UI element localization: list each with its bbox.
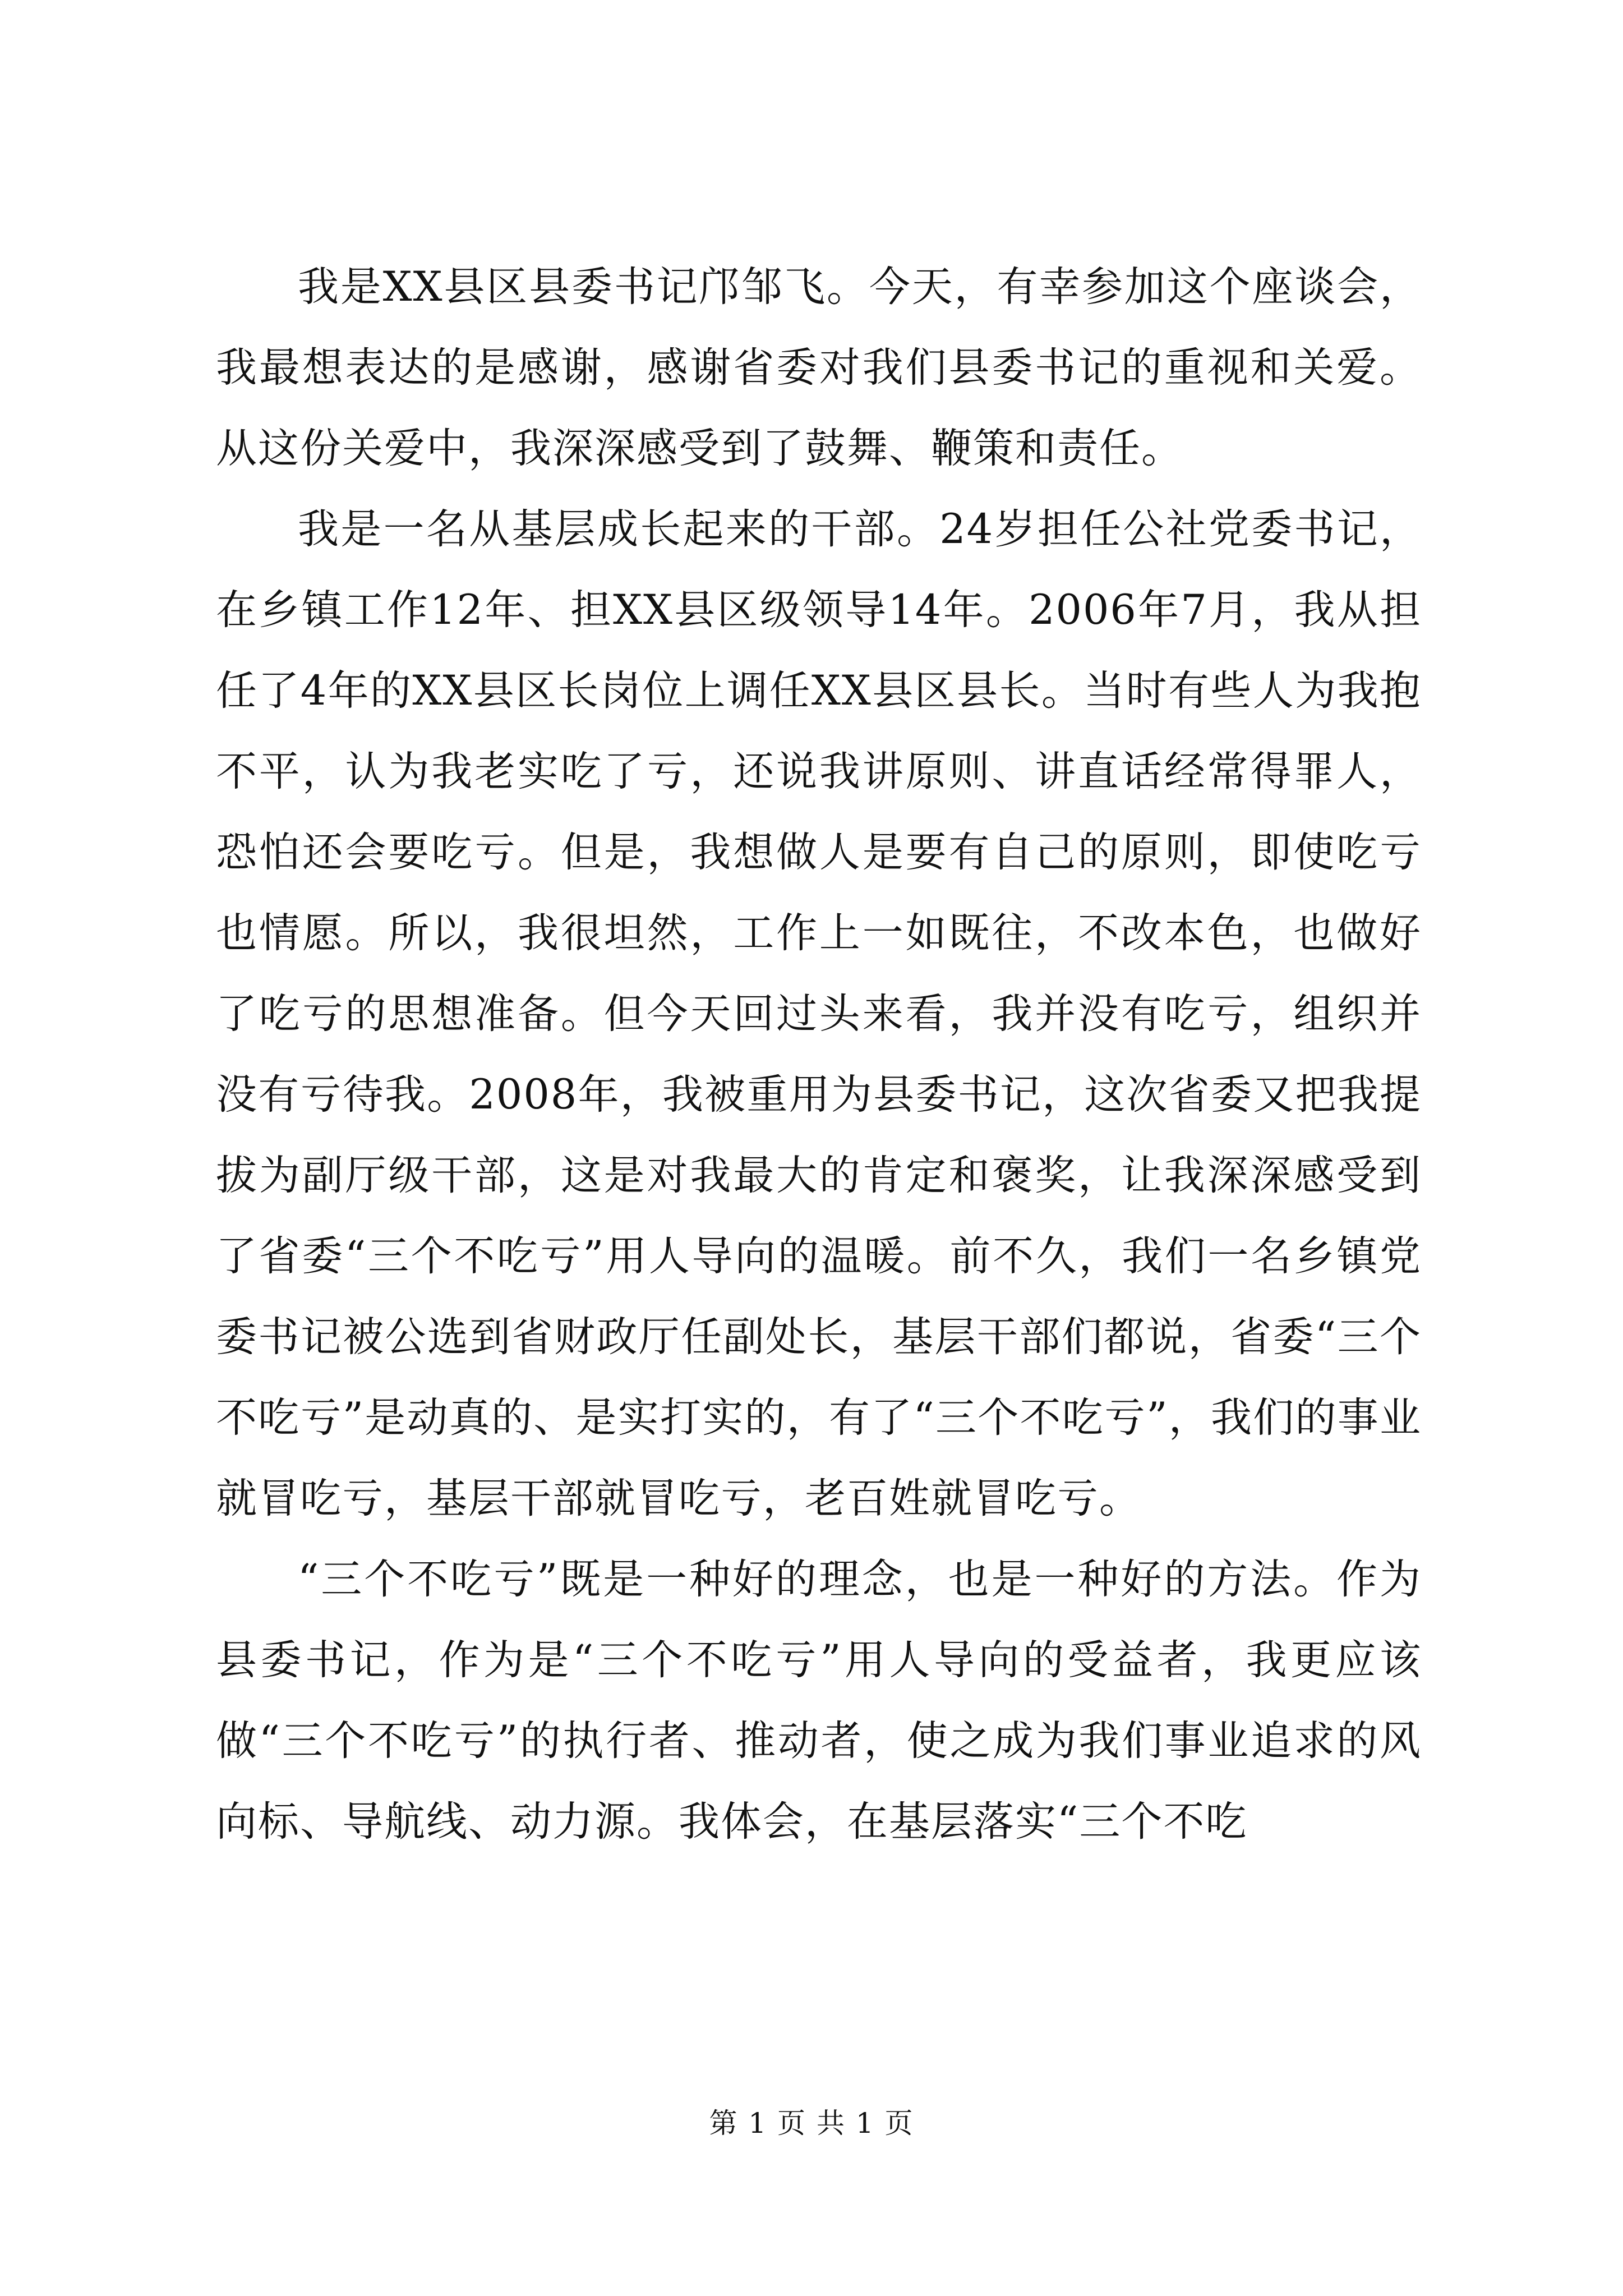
- document-body: [216, 247, 1422, 1862]
- paragraph-2: 我是一名从基层成长起来的干部。24岁担任公社党委书记，在乡镇工作12年、担XX县区级领导14年。2006年7月，我从担任了4年的XX县区长岗位上调任XX县区县长。当时有些人为我抱不平，认为我老实吃了亏，还说我讲原则、讲直话经常得罪人，恐怕还会要吃亏。但是，我想做人是要有自己的原则，即使吃亏也情愿。所以，我很坦然，工作上一如既往，不改本色，也做好了吃亏的思想准备。但今天回过头来看，我并没有吃亏，组织并没有亏待我。2008年，我被重用为县委书记，这次省委又把我提拔为副厅级干部，这是对我最大的肯定和褒奖，让我深深感受到了省委“三个不吃亏”用人导向的温暖。前不久，我们一名乡镇党委书记被公选到省财政厅任副处长，基层干部们都说，省委“三个不吃亏”是动真的、是实打实的，有了“三个不吃亏”，我们的事业就冒吃亏，基层干部就冒吃亏，老百姓就冒吃亏。: [216, 505, 1422, 1522]
- paragraph-3: “三个不吃亏”既是一种好的理念，也是一种好的方法。作为县委书记，作为是“三个不吃亏”用人导向的受益者，我更应该做“三个不吃亏”的执行者、推动者，使之成为我们事业追求的风向标、导航线、动力源。我体会，在基层落实“三个不吃: [216, 1556, 1422, 1846]
- paragraph-1: 我是XX县区县委书记邝邹飞。今天，有幸参加这个座谈会，我最想表达的是感谢，感谢省委对我们县委书记的重视和关爱。从这份关爱中，我深深感受到了鼓舞、鞭策和责任。: [216, 263, 1422, 472]
- page-footer: 第 1 页 共 1 页: [709, 2107, 914, 2139]
